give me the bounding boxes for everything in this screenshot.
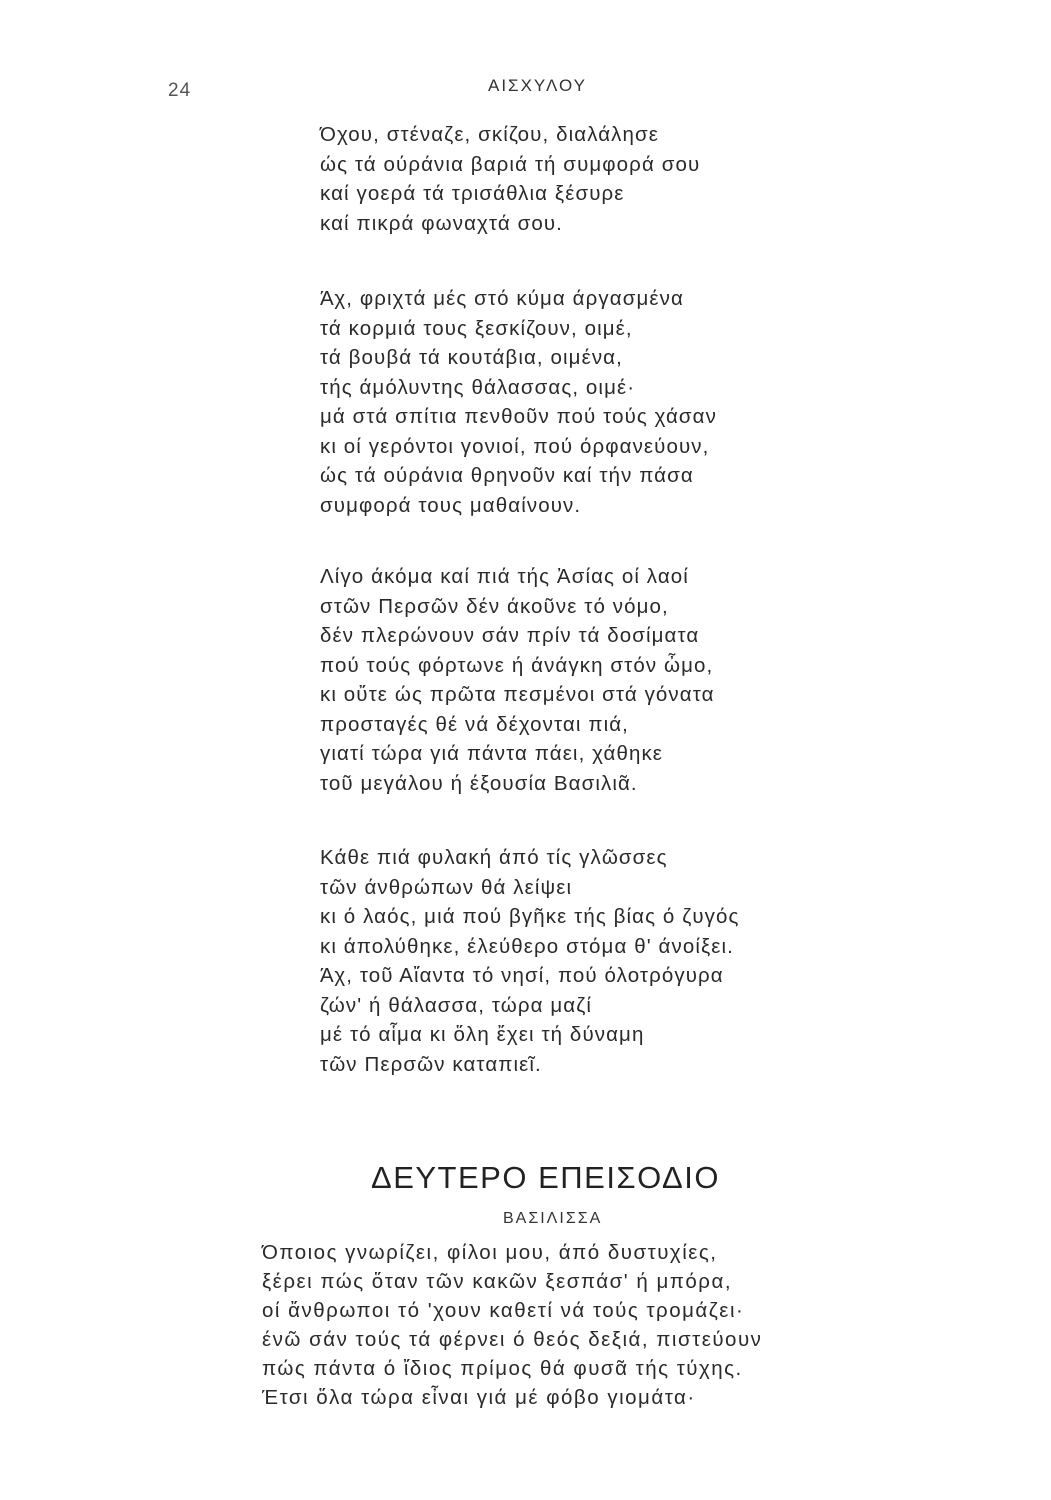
verse-line: καί πικρά φωναχτά σου. <box>320 211 563 235</box>
verse-line: μά στά σπίτια πενθοῦν πού τούς χάσαν <box>320 405 717 428</box>
queen-speech <box>262 1238 762 1412</box>
verse-line: ώς τά ούράνια θρηνοῦν καί τήν πάσα <box>320 464 694 487</box>
verse-line: τά βουβά τά κουτάβια, οιμένα, <box>320 346 623 369</box>
verse-line: κι οί γερόντοι γονιοί, πού όρφανεύουν, <box>320 434 710 458</box>
verse-line: ξέρει πώς ὅταν τῶν κακῶν ξεσπάσ' ή μπόρα, <box>262 1270 733 1293</box>
verse-line: πού τούς φόρτωνε ή άνάγκη στόν ὦμο, <box>320 653 714 677</box>
verse-line: στῶν Περσῶν δέν άκοῦνε τό νόμο, <box>320 594 669 618</box>
verse-line: ώς τά ούράνια βαριά τή συμφορά σου <box>320 152 701 176</box>
verse-line: πώς πάντα ό ἴδιος πρίμος θά φυσᾶ τής τύχης. <box>262 1357 743 1380</box>
verse-line: καί γοερά τά τρισάθλια ξέσυρε <box>320 182 625 205</box>
running-head: ΑΙΣΧΥΛΟΥ <box>488 76 587 95</box>
verse-line: γιατί τώρα γιά πάντα πάει, χάθηκε <box>320 742 664 765</box>
verse-line: τοῦ μεγάλου ή έξουσία Βασιλιᾶ. <box>320 771 638 795</box>
verse-line: Άχ, φριχτά μές στό κύμα άργασμένα <box>320 287 684 310</box>
verse-line: ζών' ή θάλασσα, τώρα μαζί <box>320 993 592 1017</box>
verse-line: κι οὔτε ώς πρῶτα πεσμένοι στά γόνατα <box>320 683 715 706</box>
verse-line: Κάθε πιά φυλακή άπό τίς γλῶσσες <box>320 846 668 869</box>
verse-line: τῶν άνθρώπων θά λείψει <box>320 875 573 899</box>
verse-line: προσταγές θέ νά δέχονται πιά, <box>320 712 629 736</box>
verse-line: Λίγο άκόμα καί πιά τής Ἀσίας οί λαοί <box>320 565 689 588</box>
verse-line: μέ τό αἷμα κι ὅλη ἔχει τή δύναμη <box>320 1023 645 1046</box>
stanza-3 <box>320 562 715 798</box>
verse-line: Όποιος γνωρίζει, φίλοι μου, άπό δυστυχίες, <box>262 1241 718 1264</box>
verse-line: τής άμόλυντης θάλασσας, οιμέ· <box>320 375 636 399</box>
verse-line: ένῶ σάν τούς τά φέρνει ό θεός δεξιά, πιστεύουν <box>262 1328 763 1351</box>
verse-line: Έτσι ὅλα τώρα εἶναι γιά μέ φόβο γιομάτα· <box>262 1386 696 1409</box>
episode-title: ΔΕΥΤΕΡΟ ΕΠΕΙΣΟΔΙΟ <box>371 1160 720 1195</box>
verse-line: κι άπολύθηκε, έλεύθερο στόμα θ' άνοίξει. <box>320 934 734 958</box>
verse-line: Όχου, στέναζε, σκίζου, διαλάλησε <box>320 123 660 146</box>
speaker-label: ΒΑΣΙΛΙΣΣΑ <box>503 1210 603 1227</box>
verse-line: κι ό λαός, μιά πού βγῆκε τής βίας ό ζυγός <box>320 905 740 928</box>
verse-line: δέν πλερώνουν σάν πρίν τά δοσίματα <box>320 624 700 647</box>
verse-line: συμφορά τους μαθαίνουν. <box>320 493 582 517</box>
verse-line: τά κορμιά τους ξεσκίζουν, οιμέ, <box>320 316 633 340</box>
stanza-2 <box>320 284 717 520</box>
stanza-1 <box>320 120 700 238</box>
page-number: 24 <box>168 80 192 101</box>
verse-line: τῶν Περσῶν καταπιεῖ. <box>320 1052 542 1076</box>
verse-line: Άχ, τοῦ Αἴαντα τό νησί, πού όλοτρόγυρα <box>320 964 724 987</box>
stanza-4 <box>320 843 740 1079</box>
verse-line: οί ἄνθρωποι τό 'χουν καθετί νά τούς τρομάζει· <box>262 1299 745 1322</box>
